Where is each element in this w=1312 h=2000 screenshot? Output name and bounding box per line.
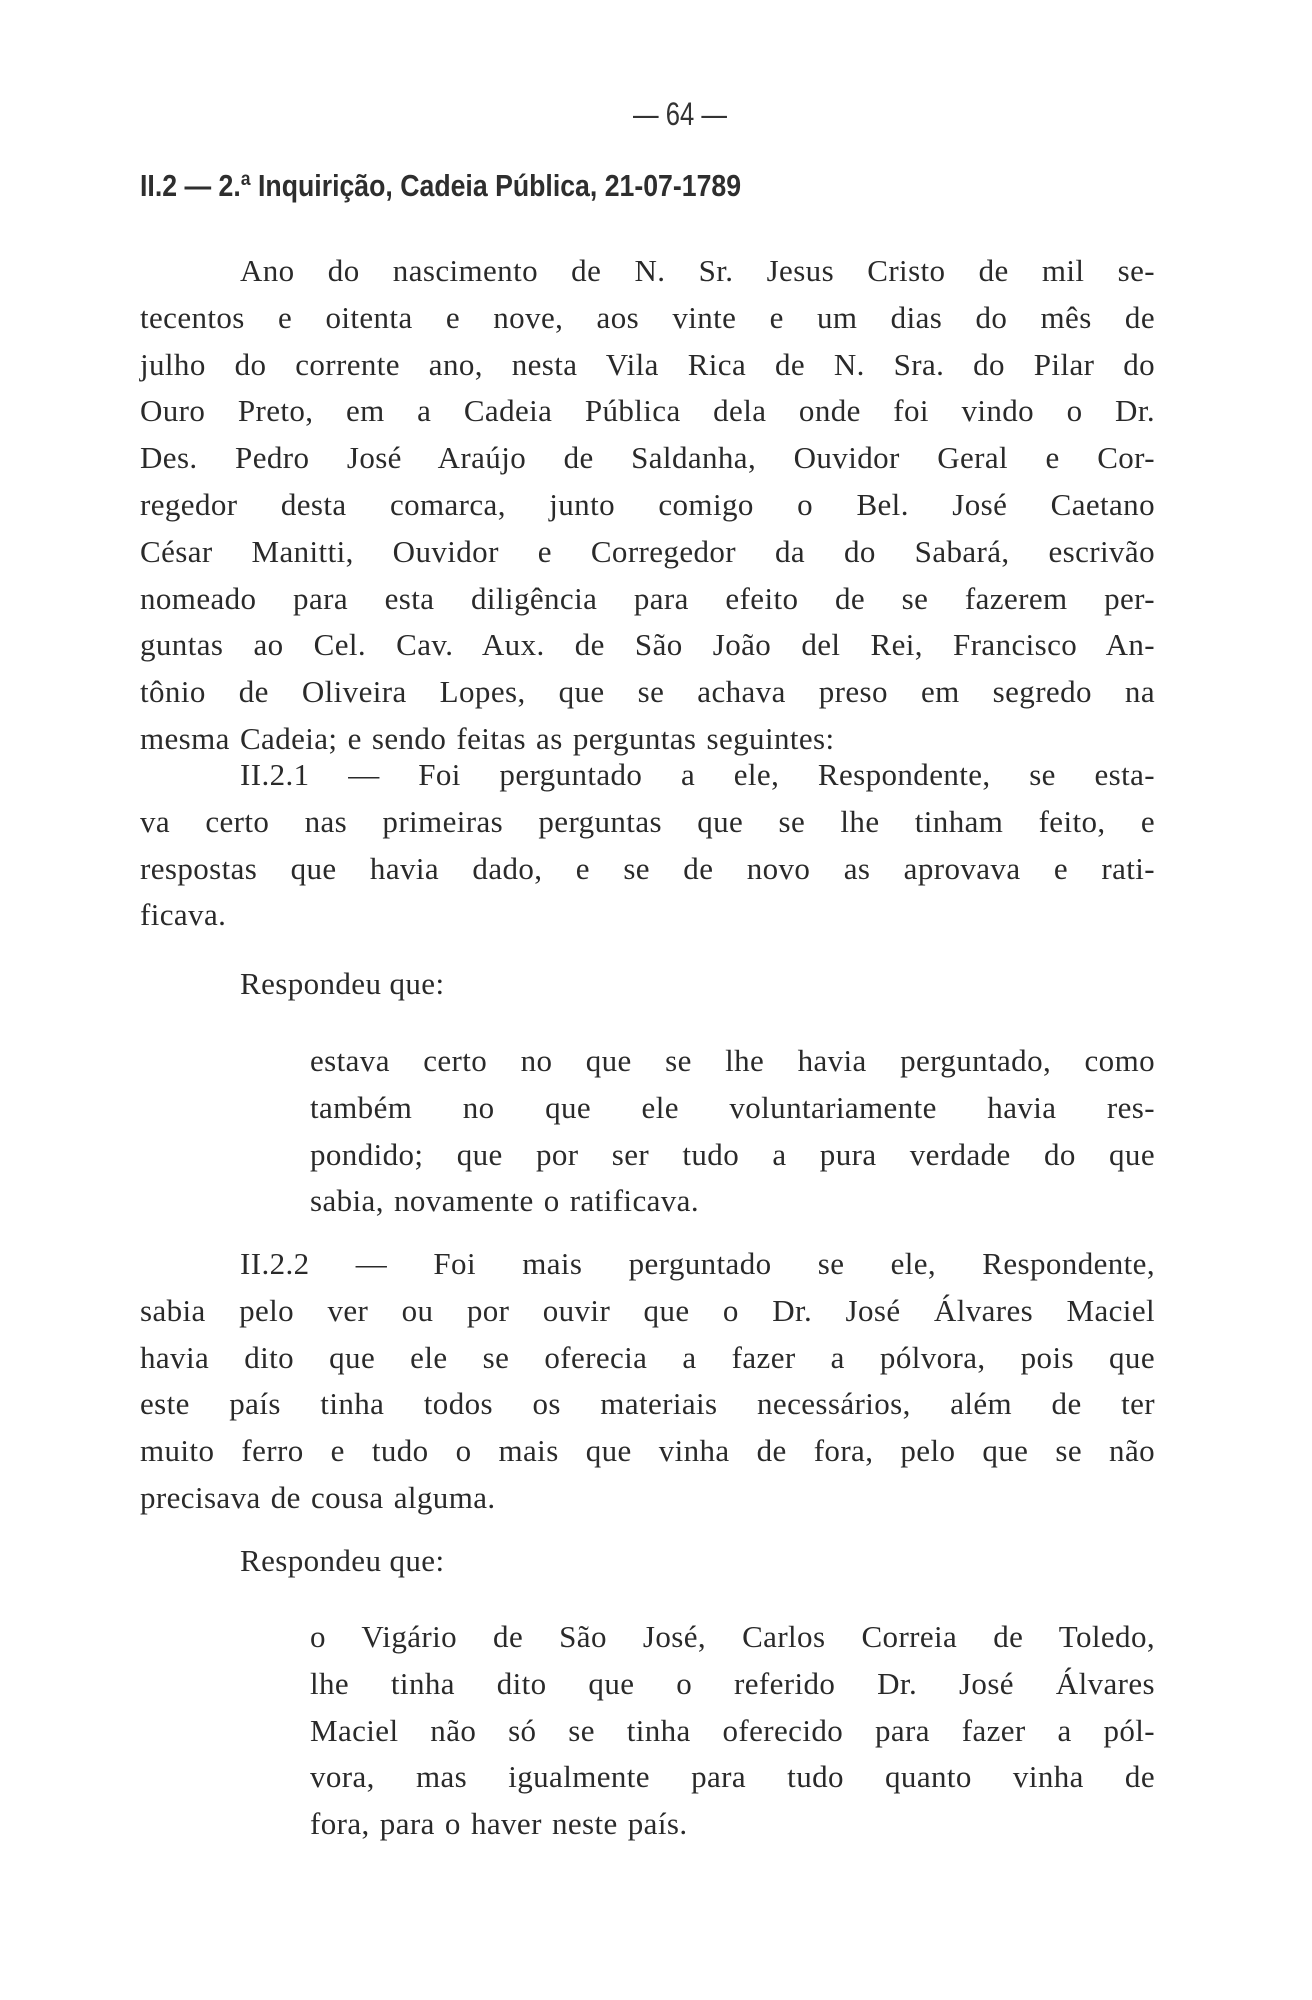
text-line: respostas que havia dado, e se de novo as aprovava e rati- bbox=[140, 850, 1155, 886]
text-line: muito ferro e tudo o mais que vinha de fora, pelo que se não bbox=[140, 1433, 1155, 1469]
text-line: II.2.2 — Foi mais perguntado se ele, Respondente, bbox=[240, 1246, 1155, 1281]
text-line: Ano do nascimento de N. Sr. Jesus Cristo de mil se- bbox=[240, 253, 1155, 288]
text-line: o Vigário de São José, Carlos Correia de Toledo, bbox=[310, 1619, 1155, 1654]
answer-2-1 bbox=[310, 1038, 1155, 1225]
text-line: Maciel não só se tinha oferecido para fazer a pól- bbox=[310, 1712, 1155, 1748]
text-line: Des. Pedro José Araújo de Saldanha, Ouvidor Geral e Cor- bbox=[140, 440, 1155, 476]
text-line: ficava. bbox=[140, 897, 227, 933]
text-line: este país tinha todos os materiais necessários, além de ter bbox=[140, 1386, 1155, 1422]
text-line: julho do corrente ano, nesta Vila Rica de N. Sra. do Pilar do bbox=[140, 346, 1155, 382]
intro-paragraph bbox=[140, 248, 1155, 763]
text-line: regedor desta comarca, junto comigo o Bel. José Caetano bbox=[140, 486, 1155, 522]
text-line: guntas ao Cel. Cav. Aux. de São João del Rei, Francisco An- bbox=[140, 627, 1155, 663]
text-line: também no que ele voluntariamente havia res- bbox=[310, 1089, 1155, 1125]
text-line: fora, para o haver neste país. bbox=[310, 1806, 688, 1842]
text-line: vora, mas igualmente para tudo quanto vinha de bbox=[310, 1759, 1155, 1795]
text-line: precisava de cousa alguma. bbox=[140, 1479, 496, 1515]
text-line: mesma Cadeia; e sendo feitas as perguntas seguintes: bbox=[140, 720, 835, 756]
text-line: estava certo no que se lhe havia perguntado, como bbox=[310, 1043, 1155, 1078]
answer-label: Respondeu que: bbox=[240, 1543, 445, 1578]
page-number: — 64 — bbox=[633, 96, 727, 132]
text-line: César Manitti, Ouvidor e Corregedor da do Sabará, escrivão bbox=[140, 533, 1155, 569]
text-line: II.2.1 — Foi perguntado a ele, Respondente, se esta- bbox=[240, 757, 1155, 792]
text-line: pondido; que por ser tudo a pura verdade do que bbox=[310, 1136, 1155, 1172]
text-line: sabia, novamente o ratificava. bbox=[310, 1183, 699, 1219]
answer-2-2 bbox=[310, 1614, 1155, 1848]
text-line: lhe tinha dito que o referido Dr. José Álvares bbox=[310, 1665, 1155, 1701]
text-line: tônio de Oliveira Lopes, que se achava preso em segredo na bbox=[140, 674, 1155, 710]
text-line: sabia pelo ver ou por ouvir que o Dr. José Álvares Maciel bbox=[140, 1292, 1155, 1328]
text-line: havia dito que ele se oferecia a fazer a pólvora, pois que bbox=[140, 1339, 1155, 1375]
text-line: tecentos e oitenta e nove, aos vinte e um dias do mês de bbox=[140, 299, 1155, 335]
text-line: Ouro Preto, em a Cadeia Pública dela onde foi vindo o Dr. bbox=[140, 393, 1155, 429]
text-line: nomeado para esta diligência para efeito de se fazerem per- bbox=[140, 580, 1155, 616]
answer-label: Respondeu que: bbox=[240, 966, 445, 1001]
question-2-1 bbox=[140, 752, 1155, 939]
question-2-2 bbox=[140, 1241, 1155, 1522]
text-line: va certo nas primeiras perguntas que se lhe tinham feito, e bbox=[140, 803, 1155, 839]
section-heading: II.2 — 2.ª Inquirição, Cadeia Pública, 21-07-1789 bbox=[140, 168, 742, 203]
